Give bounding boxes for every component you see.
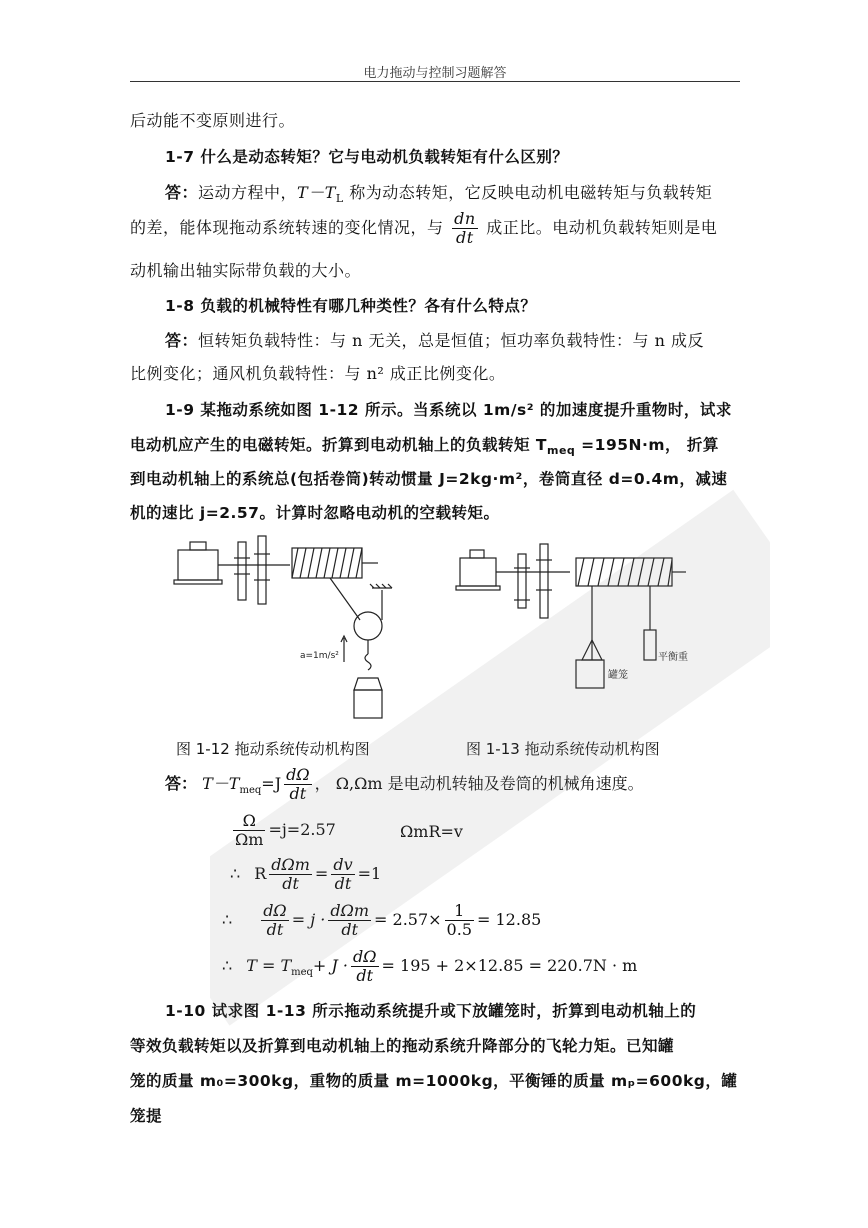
solution-equation-2 [230,812,336,849]
cage-box [576,660,604,688]
fraction-denominator: dt [282,874,299,893]
page-header-title: 电力拖动与控制习题解答 [363,66,507,81]
fraction-numerator: dΩ [353,947,377,966]
figure-1-12-accel-label: a=1m/s² [300,651,339,661]
fraction-denominator: dt [289,784,307,803]
figure-1-12-diagram [174,536,392,718]
answer-1-7-line3: 动机输出轴实际带负载的大小。 [130,261,362,280]
solution-equation-1 [165,766,644,803]
fraction-Omega-Omegam [233,812,265,849]
gear-2 [540,544,548,618]
load-weight [354,690,382,718]
drum-icon [576,558,672,586]
question-1-10-line2: 等效负载转矩以及折算到电动机轴上的拖动系统升降部分的飞轮力矩。已知罐 [130,1037,675,1055]
motor-icon [174,542,222,584]
figure-1-13-counterweight-label: 平衡重 [658,652,688,663]
fraction-denominator: dt [356,966,374,985]
figure-1-13-caption: 图 1-13 拖动系统传动机构图 [466,740,660,758]
gear-2 [258,536,266,604]
fraction-denominator: dt [456,228,474,247]
fraction-dOmega-dt [351,948,379,985]
fraction-denominator: dt [334,874,352,893]
header-rule [130,81,740,82]
counterweight-box [644,630,656,660]
pulley-icon [354,612,382,640]
eq3-rest: =1 [357,864,382,883]
eq5-left: T = T [246,956,292,975]
answer-text: 运动方程中， [198,183,298,202]
question-1-9-line3: 到电动机轴上的系统总(包括卷筒)转动惯量 J=2kg·m²，卷筒直径 d=0.4m，减速 [130,470,728,488]
question-1-9-line1: 1-9 某拖动系统如图 1-12 所示。当系统以 1m/s² 的加速度提升重物时，试求 [165,401,732,419]
answer-text: 成正比。电动机负载转矩则是电 [480,218,718,237]
answer-label: 答： [165,183,199,202]
term-T-TL: T－T [297,183,336,202]
fraction-1-0.5 [445,902,474,939]
eq4-j: = j · [291,910,326,929]
solution-equation-3: ∴ R $\frac{\text{dΩm}}{dt}$ = $\frac{dv}{dt}$ =1 [230,855,382,893]
question-1-7: 1-7 什么是动态转矩？它与电动机负载转矩有什么区别？ [165,148,569,166]
question-text: 电动机应产生的电磁转矩。折算到电动机轴上的负载转矩 T [130,436,547,454]
answer-text: 的差，能体现拖动系统转速的变化情况，与 [130,218,450,237]
figure-1-13-diagram [456,544,686,688]
subscript-meq: meq [546,444,576,458]
question-1-9-line4: 机的速比 j=2.57。计算时忽略电动机的空载转矩。 [130,504,500,522]
continued-text: 后动能不变原则进行。 [130,111,296,130]
eq4-result: = 12.85 [477,910,542,929]
answer-label: 答： [165,331,199,350]
eq5-J: + J · [312,956,348,975]
answer-1-7-line2 [130,210,740,247]
solution-equation-2-right: ΩmR=v [400,822,463,841]
fraction-denominator: dt [266,920,284,939]
solution-equation-5 [222,948,637,985]
fraction-denominator: Ωm [235,830,264,849]
answer-label: 答： [165,774,198,793]
fraction-numerator: dΩm [271,855,310,874]
eq1-equals-J: =J [261,774,282,793]
fraction-numerator: dΩm [330,901,370,920]
fraction-numerator: Ω [233,812,265,831]
fraction-dv-dt [331,856,354,893]
eq2-rest: =j=2.57 [268,820,336,839]
fraction-dOmegam-dt [269,856,312,893]
subscript-meq: meq [239,785,262,797]
question-1-10-line1: 1-10 试求图 1-13 所示拖动系统提升或下放罐笼时，折算到电动机轴上的 [165,1002,697,1020]
fraction-numerator: dΩ [263,901,287,920]
eq3-R: R [254,864,267,883]
therefore-symbol: ∴ [222,910,233,929]
figures-area [130,530,740,730]
figure-1-13-cage-label: 罐笼 [608,670,628,681]
eq4-factor: = 2.57× [374,910,442,929]
hook-icon [365,654,371,670]
fraction-dn-dt [452,210,478,247]
fraction-denominator: 0.5 [446,920,472,939]
eq5-result: = 195 + 2×12.85 = 220.7N · m [381,956,638,975]
drum-icon [292,548,362,578]
answer-text: 恒转矩负载特性：与 n 无关，总是恒值；恒功率负载特性：与 n 成反 [198,331,704,350]
fraction-denominator: dt [341,920,358,939]
therefore-symbol: ∴ [222,956,233,975]
eq1-note: ， Ω,Ωm 是电动机转轴及卷筒的机械角速度。 [314,774,644,793]
therefore-symbol: ∴ [230,864,241,883]
figure-1-12-caption: 图 1-12 拖动系统传动机构图 [176,740,370,758]
gear-1 [238,542,246,600]
subscript-L: L [335,192,344,206]
fraction-numerator: 1 [445,902,474,921]
fraction-numerator: dv [333,855,353,874]
answer-1-8-line2: 比例变化；通风机负载特性：与 n² 成正比例变化。 [130,364,506,383]
answer-text: 称为动态转矩，它反映电动机电磁转矩与负载转矩 [343,183,713,202]
motor-icon [456,550,500,590]
fraction-dOmega-dt [261,902,289,939]
fraction-dOmega-dt [284,766,312,803]
subscript-meq: meq [291,967,313,979]
question-1-10-line3: 笼的质量 m₀=300kg，重物的质量 m=1000kg，平衡锤的质量 mₚ=600kg，罐笼提 [130,1072,738,1125]
question-text: =195N·m， 折算 [575,436,719,454]
question-1-8: 1-8 负载的机械特性有哪几种类性？各有什么特点？ [165,297,537,315]
answer-1-8-line1 [165,323,740,358]
solution-equation-4 [222,902,541,939]
fraction-dOmegam-dt [328,902,371,939]
fraction-numerator: dΩ [286,765,310,784]
fraction-numerator: dn [454,209,476,228]
eq1-left: T－T [202,774,240,793]
